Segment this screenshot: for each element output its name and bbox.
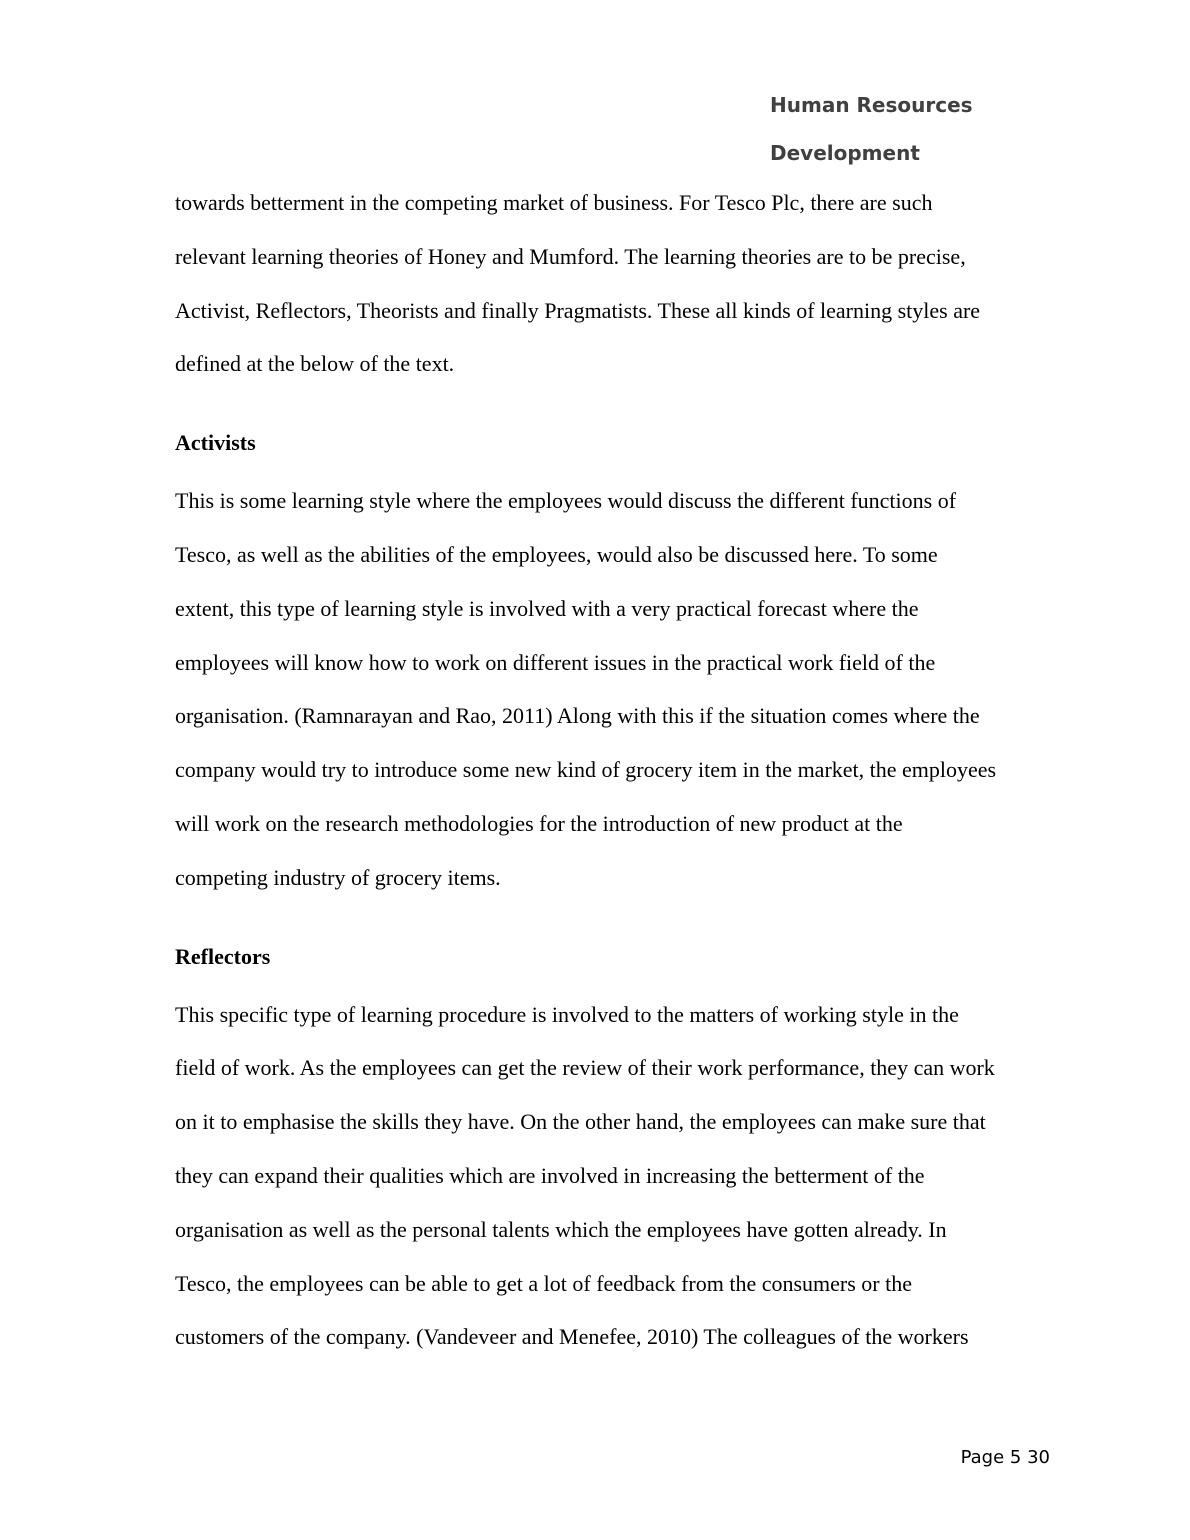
header-title-line-2: Development — [770, 141, 920, 165]
paragraph-line: company would try to introduce some new kind of grocery item in the market, the employees — [175, 757, 997, 783]
paragraph-line: will work on the research methodologies for the introduction of new product at the — [175, 810, 903, 836]
paragraph-line: Tesco, the employees can be able to get a lot of feedback from the consumers or the — [175, 1270, 913, 1296]
activists-paragraph — [175, 479, 1055, 909]
page-number: Page 5 30 — [960, 1447, 1050, 1468]
paragraph-line: relevant learning theories of Honey and Mumford. The learning theories are to be precise, — [175, 243, 966, 269]
paragraph-line: defined at the below of the text. — [175, 351, 455, 377]
section-heading-activists: Activists — [175, 430, 256, 456]
running-header — [770, 88, 1070, 184]
paragraph-line: Activist, Reflectors, Theorists and finally Pragmatists. These all kinds of learning styles are — [175, 297, 981, 323]
paragraph-line: organisation. (Ramnarayan and Rao, 2011) Along with this if the situation comes where the — [175, 703, 980, 729]
paragraph-line: organisation as well as the personal talents which the employees have gotten already. In — [175, 1216, 947, 1242]
paragraph-line: employees will know how to work on different issues in the practical work field of the — [175, 649, 936, 675]
paragraph-line: they can expand their qualities which are involved in increasing the betterment of the — [175, 1162, 925, 1188]
paragraph-line: This specific type of learning procedure is involved to the matters of working style in the — [175, 1001, 959, 1027]
paragraph-line: This is some learning style where the employees would discuss the different functions of — [175, 488, 957, 514]
paragraph-line: extent, this type of learning style is involved with a very practical forecast where the — [175, 595, 919, 621]
intro-paragraph — [175, 181, 1055, 396]
paragraph-line: Tesco, as well as the abilities of the employees, would also be discussed here. To some — [175, 541, 938, 567]
header-title-line-1: Human Resources — [770, 93, 973, 117]
reflectors-paragraph — [175, 993, 1055, 1370]
section-heading-reflectors: Reflectors — [175, 943, 271, 969]
paragraph-line: on it to emphasise the skills they have. On the other hand, the employees can make sure that — [175, 1109, 986, 1135]
paragraph-line: customers of the company. (Vandeveer and Menefee, 2010) The colleagues of the workers — [175, 1324, 969, 1350]
paragraph-line: field of work. As the employees can get the review of their work performance, they can work — [175, 1055, 995, 1081]
document-body — [175, 181, 1055, 1369]
paragraph-line: towards betterment in the competing market of business. For Tesco Plc, there are such — [175, 190, 933, 215]
paragraph-line: competing industry of grocery items. — [175, 864, 501, 890]
